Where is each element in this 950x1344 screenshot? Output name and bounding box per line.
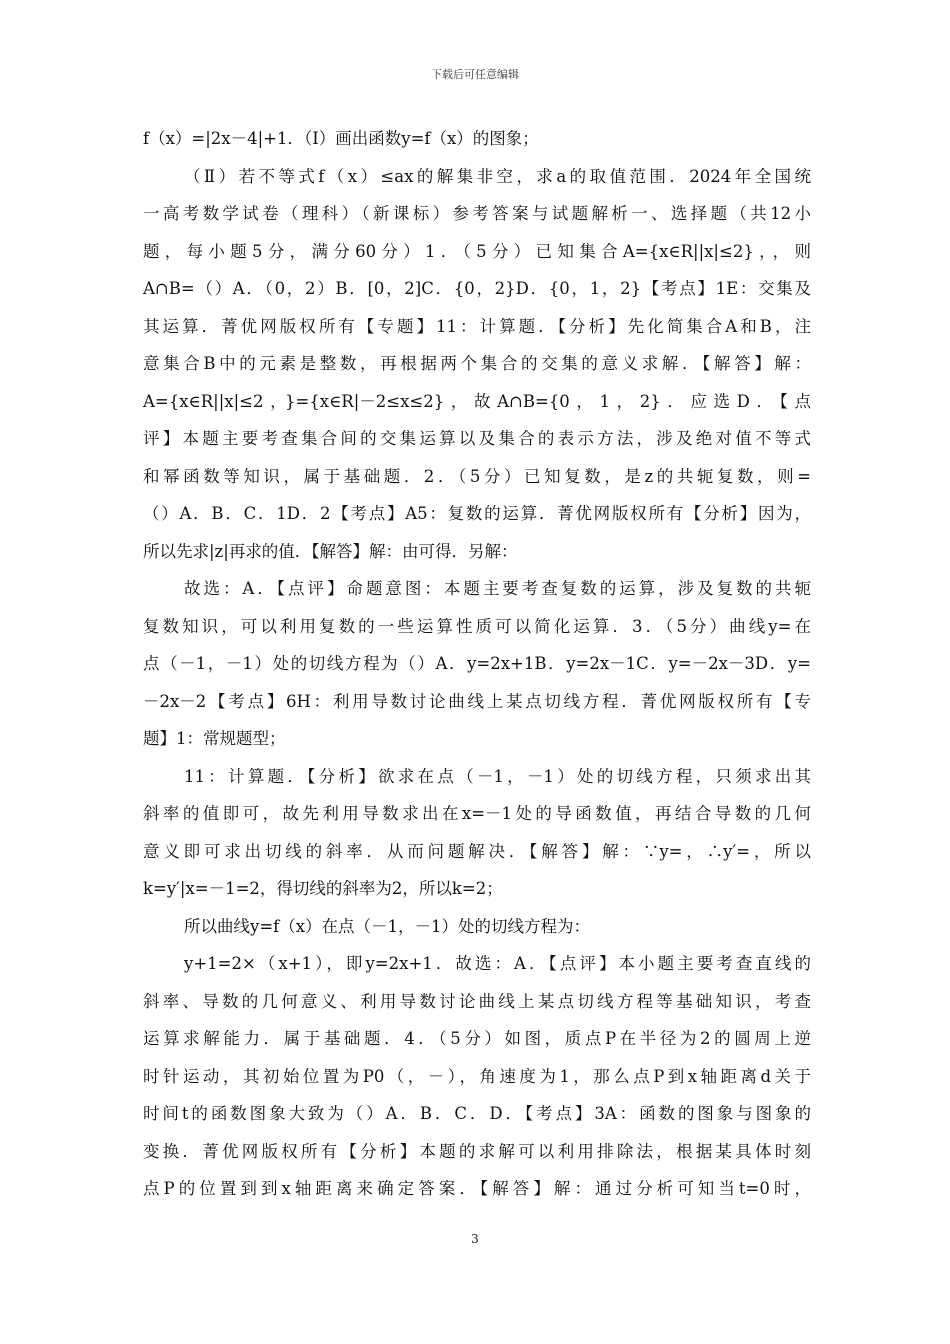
text-line: 时间t的函数图象大致为（）A．B．C．D．【考点】3A：函数的图象与图象的 xyxy=(143,1104,811,1123)
text-line: y+1=2×（x+1），即y=2x+1．故选：A．【点评】本小题主要考查直线的 xyxy=(184,954,811,973)
text-line: k=y′|x=－1=2，得切线的斜率为2，所以k=2； xyxy=(143,879,503,898)
text-line: 其运算．菁优网版权所有【专题】11：计算题．【分析】先化简集合A和B，注 xyxy=(143,316,811,336)
text-line: 评】本题主要考查集合间的交集运算以及集合的表示方法，涉及绝对值不等式 xyxy=(143,429,811,448)
text-line: 所以先求|z|再求的值．【解答】解：由可得．另解： xyxy=(143,541,518,561)
document-body xyxy=(143,120,811,1208)
text-line: 点P的位置到到x轴距离来确定答案．【解答】解：通过分析可知当t=0时， xyxy=(143,1179,811,1198)
text-line: 意义即可求出切线的斜率．从而问题解决．【解答】解：∵y=，∴y′=，所以 xyxy=(143,841,811,861)
text-line: 运算求解能力．属于基础题．4．（5分）如图，质点P在半径为2的圆周上逆 xyxy=(143,1029,811,1048)
text-line: 题】1：常规题型； xyxy=(143,729,286,748)
text-line: 意集合B中的元素是整数，再根据两个集合的交集的意义求解．【解答】解： xyxy=(143,354,811,373)
text-line: A={x∈R||x|≤2，}={x∈R|－2≤x≤2}，故A∩B={0，1，2}．应选D．【点 xyxy=(143,391,811,411)
text-line: 斜率、导数的几何意义、利用导数讨论曲线上某点切线方程等基础知识，考查 xyxy=(143,991,811,1011)
text-line: 题，每小题5分，满分60分）1．（5分）已知集合A={x∈R||x|≤2}，，则 xyxy=(143,241,811,261)
text-line: f（x）=|2x－4|+1．（Ⅰ）画出函数y=f（x）的图象； xyxy=(143,129,539,148)
text-line: 点（－1，－1）处的切线方程为（）A．y=2x+1B．y=2x－1C．y=－2x－3D．y= xyxy=(143,654,811,673)
text-line: 变换．菁优网版权所有【分析】本题的求解可以利用排除法，根据某具体时刻 xyxy=(143,1141,811,1161)
text-line: 复数知识，可以利用复数的一些运算性质可以简化运算．3．（5分）曲线y=在 xyxy=(143,616,811,636)
text-line: （）A．B．C．1D．2【考点】A5：复数的运算．菁优网版权所有【分析】因为， xyxy=(143,504,811,523)
text-line: －2x－2【考点】6H：利用导数讨论曲线上某点切线方程．菁优网版权所有【专 xyxy=(143,691,811,711)
page-header-note: 下载后可任意编辑 xyxy=(431,68,519,81)
text-line: 故选：A．【点评】命题意图：本题主要考查复数的运算，涉及复数的共轭 xyxy=(184,579,811,598)
text-line: 11：计算题．【分析】欲求在点（－1，－1）处的切线方程，只须求出其 xyxy=(184,766,811,786)
text-line: 一高考数学试卷（理科）（新课标）参考答案与试题解析一、选择题（共12小 xyxy=(143,204,811,223)
text-line: 斜率的值即可，故先利用导数求出在x=－1处的导函数值，再结合导数的几何 xyxy=(143,804,811,823)
text-line: 和幂函数等知识，属于基础题．2．（5分）已知复数，是z的共轭复数，则= xyxy=(143,466,811,486)
text-line: A∩B=（）A．（0，2）B．[0，2]C．{0，2}D．{0，1，2}【考点】1E：交集及 xyxy=(143,279,811,298)
text-line: 所以曲线y=f（x）在点（－1，－1）处的切线方程为： xyxy=(184,916,591,936)
text-line: 时针运动，其初始位置为P0（，－），角速度为1，那么点P到x轴距离d关于 xyxy=(143,1066,811,1086)
text-line: （Ⅱ）若不等式f（x）≤ax的解集非空，求a的取值范围．2024年全国统 xyxy=(184,166,811,186)
page-number: 3 xyxy=(471,1232,479,1246)
